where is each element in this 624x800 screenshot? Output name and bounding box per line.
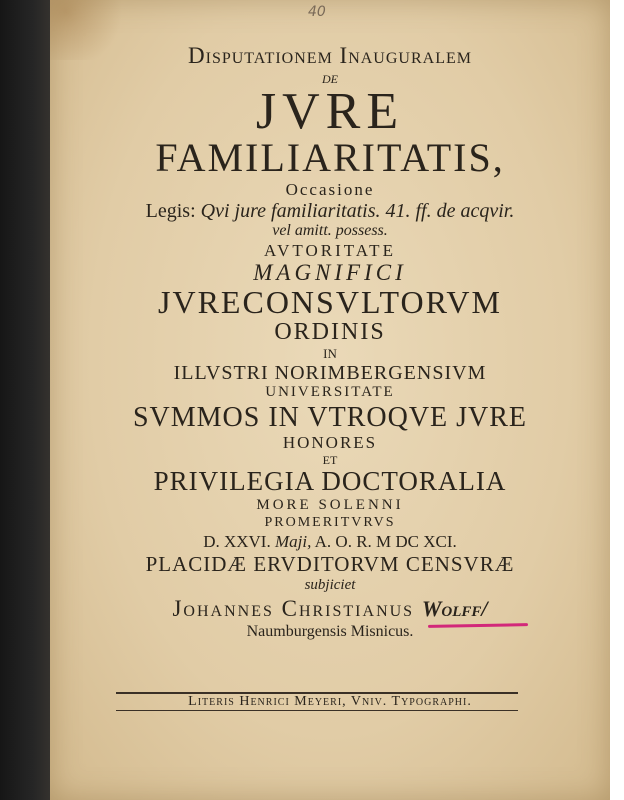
illustri-line: ILLVSTRI NORIMBERGENSIVM <box>173 362 487 385</box>
ordinis-line: ORDINIS <box>274 319 386 346</box>
author-name: Johannes Christianus <box>172 596 415 622</box>
heading-disputationem: Disputationem Inauguralem <box>188 43 472 68</box>
et-line: ET <box>322 453 338 468</box>
heading-jure: JVRE <box>255 83 405 140</box>
heading-occasione: Occasione <box>285 180 375 200</box>
subjiciet-line: subjiciet <box>304 577 356 594</box>
author-origin: Naumburgensis Misnicus. <box>246 623 414 641</box>
autoritate-line: AVTORITATE <box>264 241 396 261</box>
legis-text: Qvi jure familiaritatis. 41. ff. de acqvir. <box>200 200 515 223</box>
placidae-line: PLACIDÆ ERVDITORVM CENSVRÆ <box>145 552 515 577</box>
more-solenni-line: MORE SOLENNI <box>256 497 404 514</box>
heading-de: DE <box>322 72 338 86</box>
universitate-line: UNIVERSITATE <box>265 384 395 401</box>
book-spine <box>0 0 56 800</box>
magnifici-line: MAGNIFICI <box>253 260 407 286</box>
author-surname: Wolff/ <box>421 596 488 622</box>
pencil-note: 40 <box>308 4 326 20</box>
legis-label: Legis: <box>145 200 196 223</box>
imprint-line: Literis Henrici Meyeri, Vniv. Typographi. <box>188 694 472 709</box>
date-line <box>50 533 610 550</box>
imprint-rule-bottom <box>116 710 518 711</box>
date-suffix: A. O. R. M DC XCI. <box>314 532 457 552</box>
legis-line <box>50 201 610 221</box>
promeriturus-line: PROMERITVRVS <box>264 515 396 531</box>
title-block <box>50 44 610 640</box>
summos-line: SVMMOS IN VTROQVE JVRE <box>132 402 528 434</box>
author-line <box>50 597 610 620</box>
amitt-line: vel amitt. possess. <box>272 222 388 240</box>
heading-familiaritatis: FAMILIARITATIS, <box>155 135 505 181</box>
honores-line: HONORES <box>282 433 378 453</box>
title-page <box>50 0 610 800</box>
date-maji: Maji, <box>274 532 312 552</box>
jureconsultorum-line: JVRECONSVLTORVM <box>158 284 502 321</box>
in-line: IN <box>323 346 337 362</box>
privilegia-line: PRIVILEGIA DOCTORALIA <box>153 466 507 497</box>
date-prefix: D. XXVI. <box>203 532 271 552</box>
